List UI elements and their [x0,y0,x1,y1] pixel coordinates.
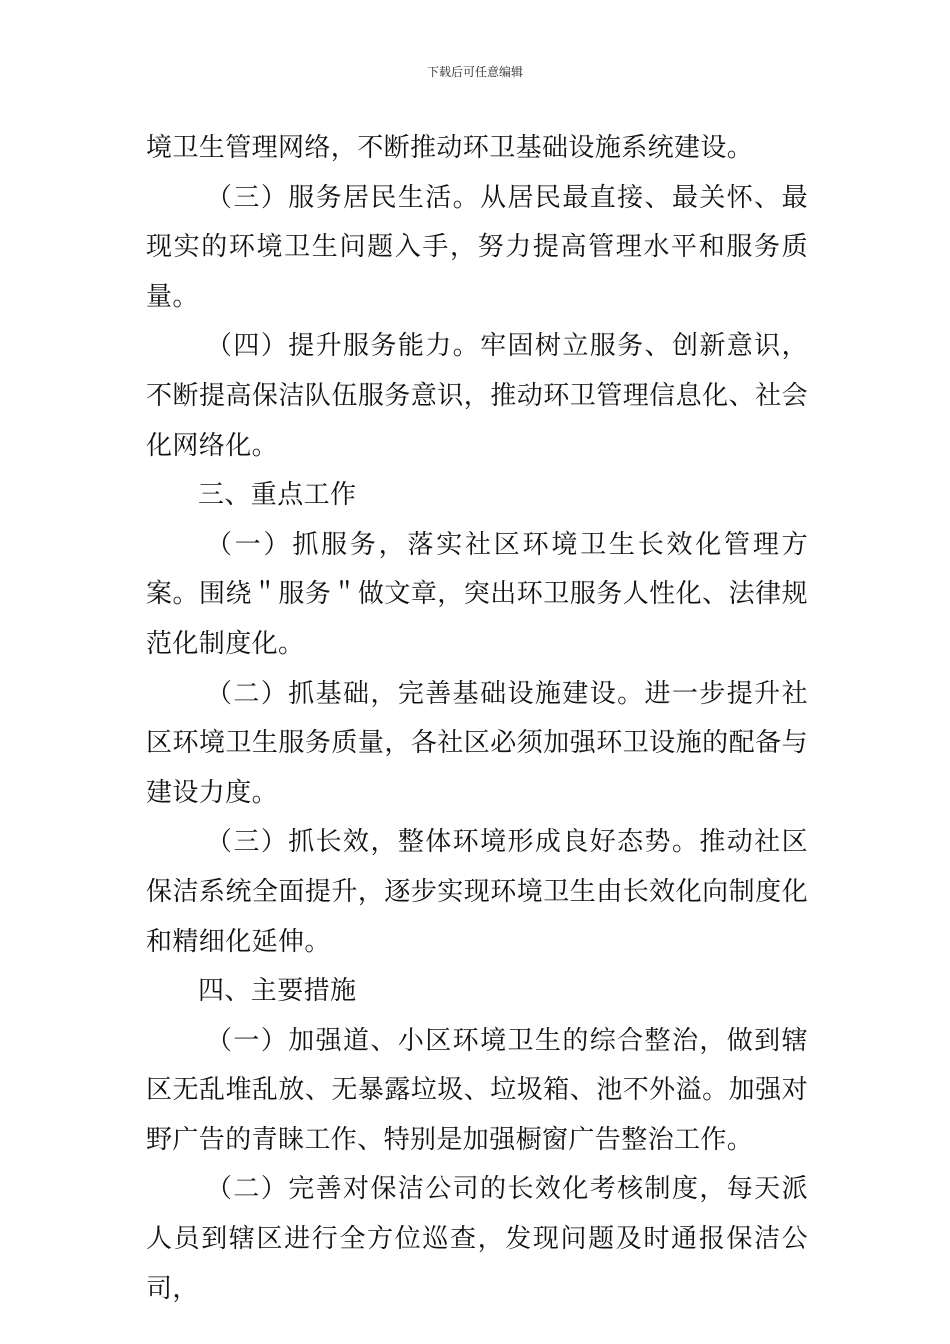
section-heading-measures: 四、主要措施 [198,976,357,1007]
section-heading-key-work: 三、重点工作 [198,480,357,511]
paragraph-key-work-1: （一）抓服务，落实社区环境卫生长效化管理方案。围绕＂服务＂做文章，突出环卫服务人性化、法律规范化制度化。 [146,529,808,659]
page-header-note: 下载后可任意编辑 [426,65,523,79]
paragraph-measure-2: （二）完善对保洁公司的长效化考核制度，每天派人员到辖区进行全方位巡查，发现问题及时通报保洁公司， [146,1174,808,1304]
paragraph-goal-4: （四）提升服务能力。牢固树立服务、创新意识，不断提高保洁队伍服务意识，推动环卫管理信息化、社会化网络化。 [146,331,808,461]
paragraph-goal-3: （三）服务居民生活。从居民最直接、最关怀、最现实的环境卫生问题入手，努力提高管理水平和服务质量。 [146,182,808,312]
paragraph-key-work-2: （二）抓基础，完善基础设施建设。进一步提升社区环境卫生服务质量，各社区必须加强环卫设施的配备与建设力度。 [146,678,808,808]
paragraph-key-work-3: （三）抓长效，整体环境形成良好态势。推动社区保洁系统全面提升，逐步实现环境卫生由长效化向制度化和精细化延伸。 [146,827,808,957]
paragraph-measure-1: （一）加强道、小区环境卫生的综合整治，做到辖区无乱堆乱放、无暴露垃圾、垃圾箱、池不外溢。加强对野广告的青睐工作、特别是加强橱窗广告整治工作。 [146,1025,808,1155]
paragraph-continuation: 境卫生管理网络，不断推动环卫基础设施系统建设。 [146,133,754,163]
document-body [146,124,808,1314]
